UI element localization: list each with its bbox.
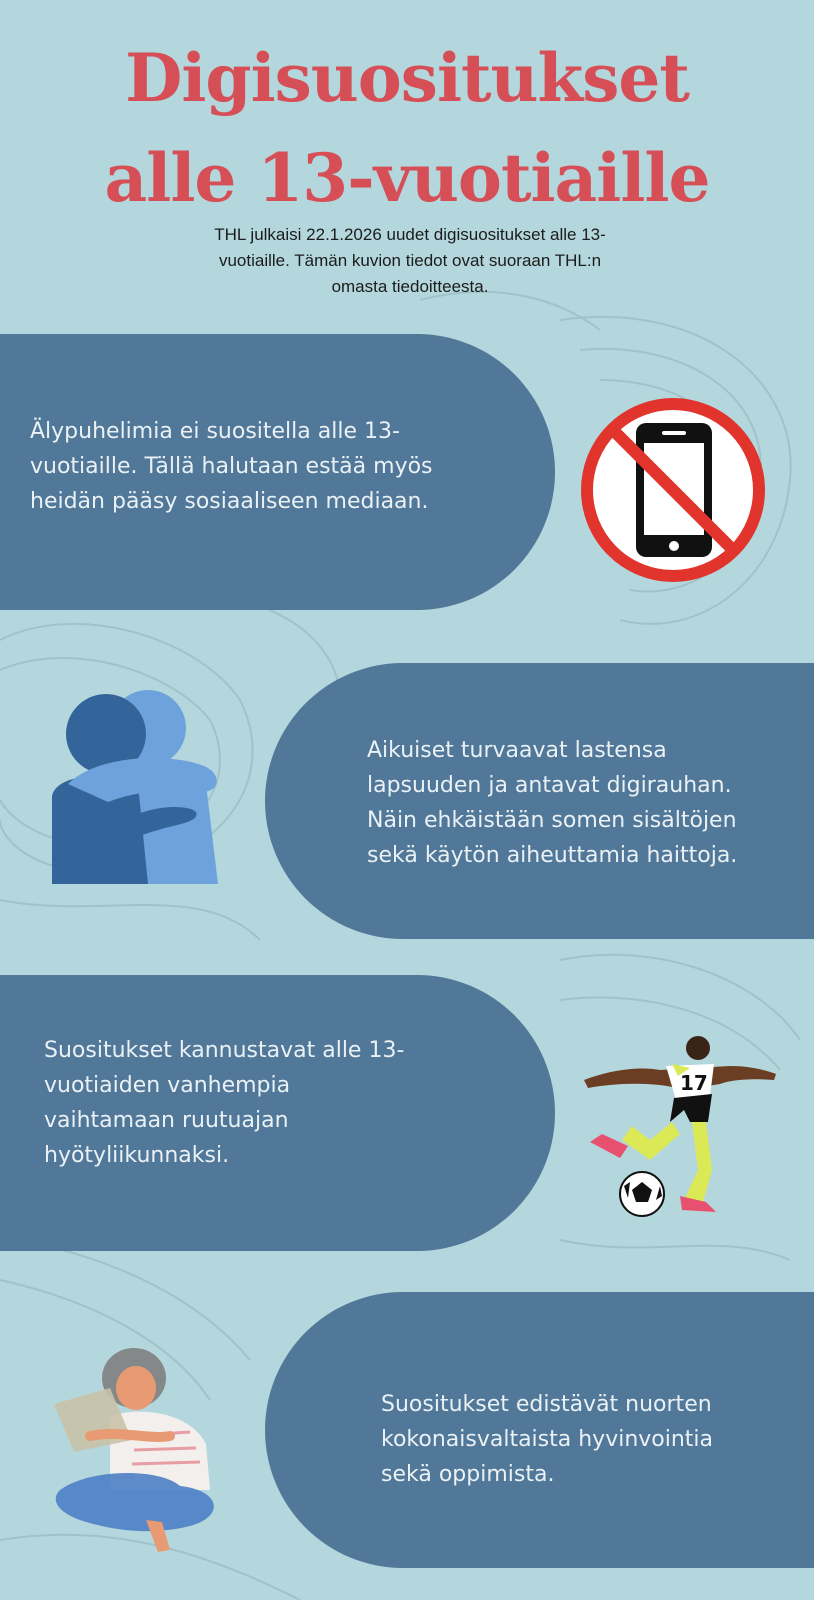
text-line: sekä käytön aiheuttamia haittoja. <box>367 843 738 868</box>
title-line-2: alle 13-vuotiaille <box>104 139 710 217</box>
text-line: Suositukset kannustavat alle 13- <box>44 1038 405 1063</box>
section-smartphones <box>0 334 555 610</box>
text-line: sekä oppimista. <box>381 1462 555 1487</box>
section-text <box>30 414 433 519</box>
no-smartphone-icon <box>578 395 768 585</box>
jersey-number: 17 <box>680 1071 708 1095</box>
section-text <box>367 733 737 873</box>
hug-icon <box>48 684 228 894</box>
text-line: lapsuuden ja antavat digirauhan. <box>367 773 732 798</box>
section-text <box>381 1387 713 1492</box>
text-line: Näin ehkäistään somen sisältöjen <box>367 808 737 833</box>
text-line: heidän pääsy sosiaaliseen mediaan. <box>30 489 429 514</box>
section-exercise <box>0 975 555 1251</box>
text-line: Aikuiset turvaavat lastensa <box>367 738 667 763</box>
soccer-player-icon <box>580 1030 780 1230</box>
text-line: vuotiaille. Tällä halutaan estää myös <box>30 454 433 479</box>
reading-child-icon <box>50 1340 230 1560</box>
text-line: Suositukset edistävät nuorten <box>381 1392 712 1417</box>
section-parents <box>265 663 814 939</box>
intro-line-2: vuotiaille. Tämän kuvion tiedot ovat suoraan THL:n <box>218 251 602 270</box>
text-line: Älypuhelimia ei suositella alle 13- <box>30 419 400 444</box>
text-line: hyötyliikunnaksi. <box>44 1143 230 1168</box>
intro-line-3: omasta tiedoitteesta. <box>331 277 489 296</box>
section-text <box>44 1033 404 1173</box>
text-line: vaihtamaan ruutuajan <box>44 1108 289 1133</box>
text-line: vuotiaiden vanhempia <box>44 1073 291 1098</box>
intro-text <box>170 222 650 300</box>
intro-line-1: THL julkaisi 22.1.2026 uudet digisuositukset alle 13- <box>214 225 606 244</box>
section-wellbeing <box>265 1292 814 1568</box>
title-line-1: Digisuositukset <box>125 39 689 117</box>
page-title <box>0 28 814 228</box>
text-line: kokonaisvaltaista hyvinvointia <box>381 1427 714 1452</box>
